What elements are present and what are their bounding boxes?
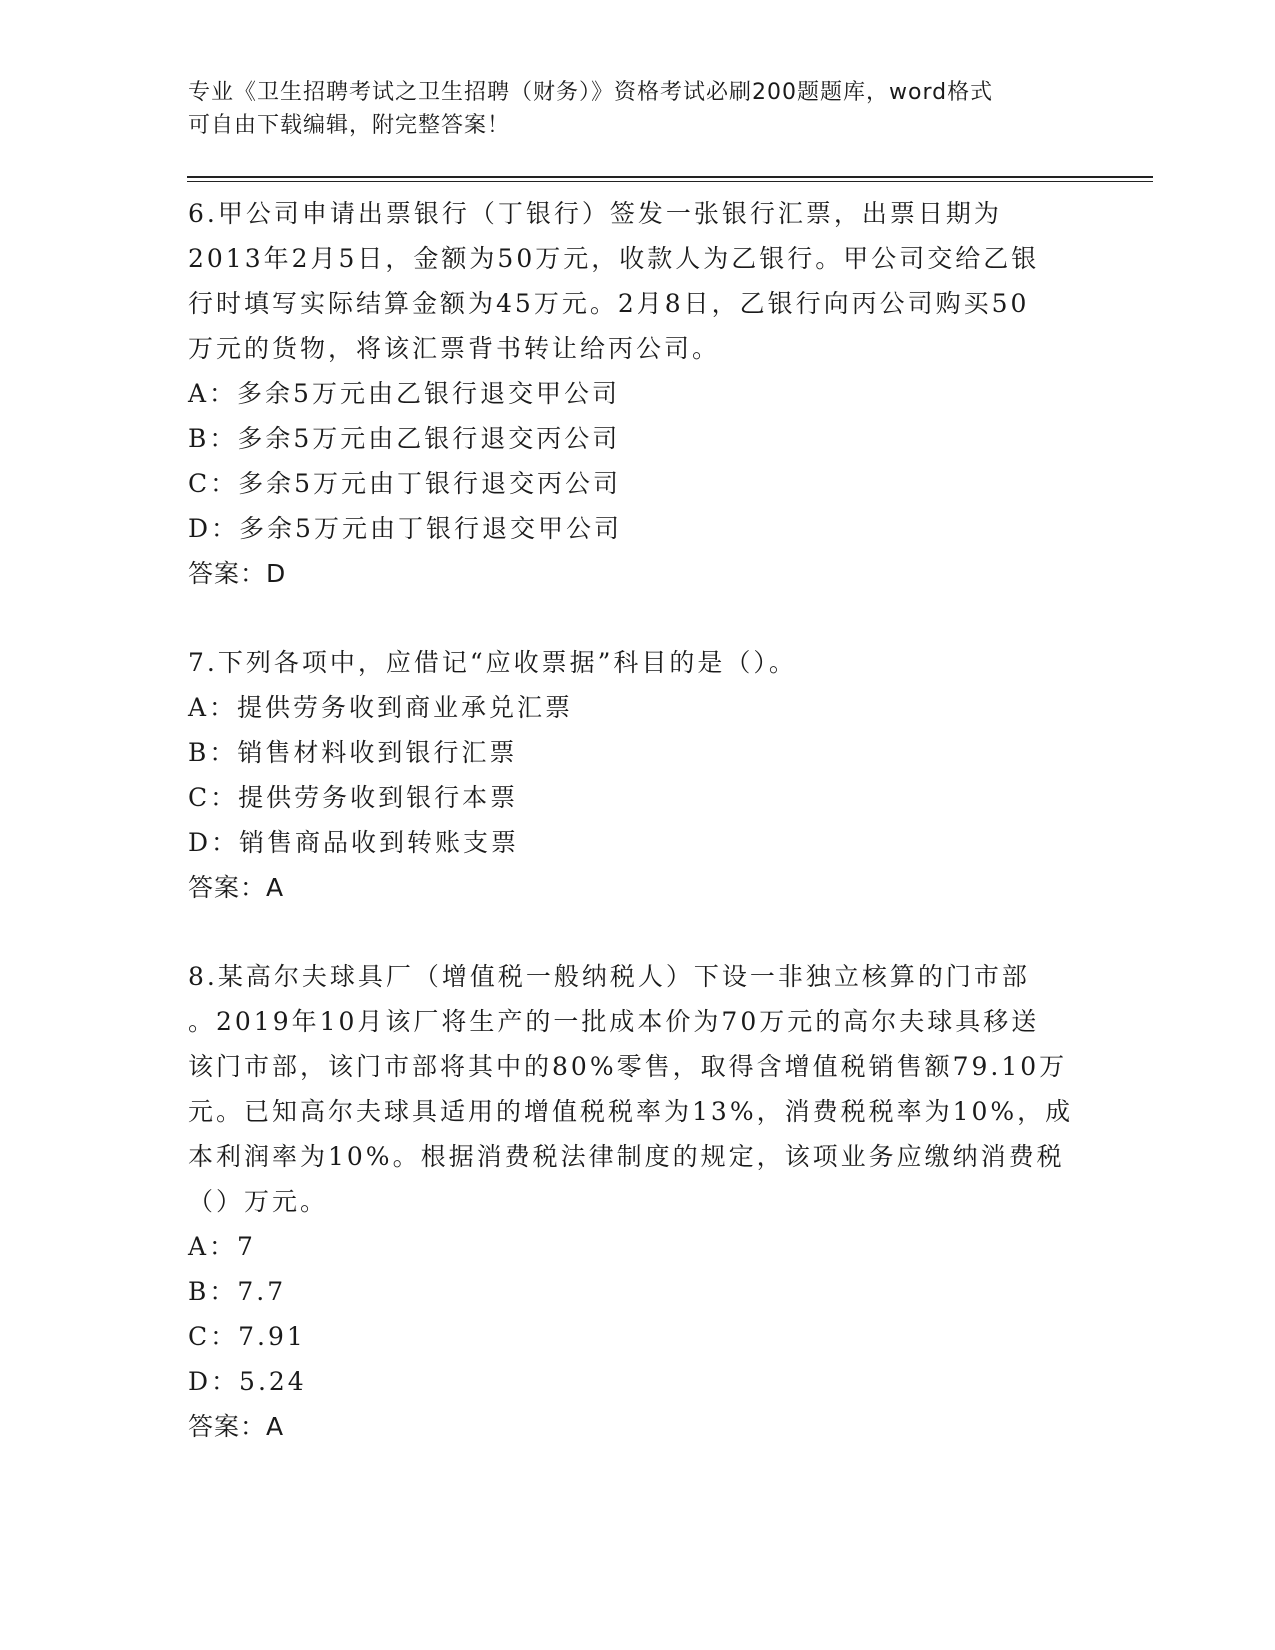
option-c: C：多余5万元由丁银行退交丙公司 <box>188 469 622 498</box>
stem-line: 7.下列各项中，应借记“应收票据”科目的是（）。 <box>188 648 797 677</box>
header-line-2: 可自由下载编辑，附完整答案！ <box>188 113 511 138</box>
option-c: C：提供劳务收到银行本票 <box>188 783 519 812</box>
option-a: A：多余5万元由乙银行退交甲公司 <box>188 379 620 408</box>
answer-label: 答案：D <box>188 559 287 588</box>
option-b: B：销售材料收到银行汇票 <box>188 738 518 767</box>
option-d: D：5.24 <box>188 1367 307 1396</box>
question-stem <box>188 640 1088 685</box>
stem-line: 本利润率为10%。根据消费税法律制度的规定，该项业务应缴纳消费税 <box>188 1142 1065 1171</box>
option-d: D：多余5万元由丁银行退交甲公司 <box>188 514 622 543</box>
stem-line: 行时填写实际结算金额为45万元。2月8日，乙银行向丙公司购买50 <box>188 289 1030 318</box>
stem-line: 。2019年10月该厂将生产的一批成本价为70万元的高尔夫球具移送 <box>188 1007 1040 1036</box>
question-stem <box>188 191 1088 371</box>
header-divider-thick <box>187 176 1153 178</box>
question-7 <box>188 640 1088 910</box>
option-b: B：7.7 <box>188 1277 287 1306</box>
stem-line: （）万元。 <box>188 1187 329 1216</box>
stem-line: 2013年2月5日，金额为50万元，收款人为乙银行。甲公司交给乙银 <box>188 244 1040 273</box>
document-header <box>188 76 1088 142</box>
option-b: B：多余5万元由乙银行退交丙公司 <box>188 424 621 453</box>
stem-line: 8.某高尔夫球具厂（增值税一般纳税人）下设一非独立核算的门市部 <box>188 962 1030 991</box>
question-list <box>188 191 1088 1493</box>
stem-line: 万元的货物，将该汇票背书转让给丙公司。 <box>188 334 721 363</box>
question-stem <box>188 954 1088 1224</box>
option-a: A：提供劳务收到商业承兑汇票 <box>188 693 574 722</box>
stem-line: 6.甲公司申请出票银行（丁银行）签发一张银行汇票，出票日期为 <box>188 199 1002 228</box>
answer-label: 答案：A <box>188 1412 285 1441</box>
header-divider-thin <box>187 181 1153 182</box>
answer-label: 答案：A <box>188 873 285 902</box>
header-line-1: 专业《卫生招聘考试之卫生招聘（财务）》资格考试必刷200题题库，word格式 <box>188 80 994 105</box>
stem-line: 元。已知高尔夫球具适用的增值税税率为13%，消费税税率为10%，成 <box>188 1097 1074 1126</box>
question-8 <box>188 954 1088 1449</box>
option-a: A：7 <box>188 1232 256 1261</box>
option-c: C：7.91 <box>188 1322 306 1351</box>
stem-line: 该门市部，该门市部将其中的80%零售，取得含增值税销售额79.10万 <box>188 1052 1068 1081</box>
question-6 <box>188 191 1088 596</box>
option-d: D：销售商品收到转账支票 <box>188 828 520 857</box>
